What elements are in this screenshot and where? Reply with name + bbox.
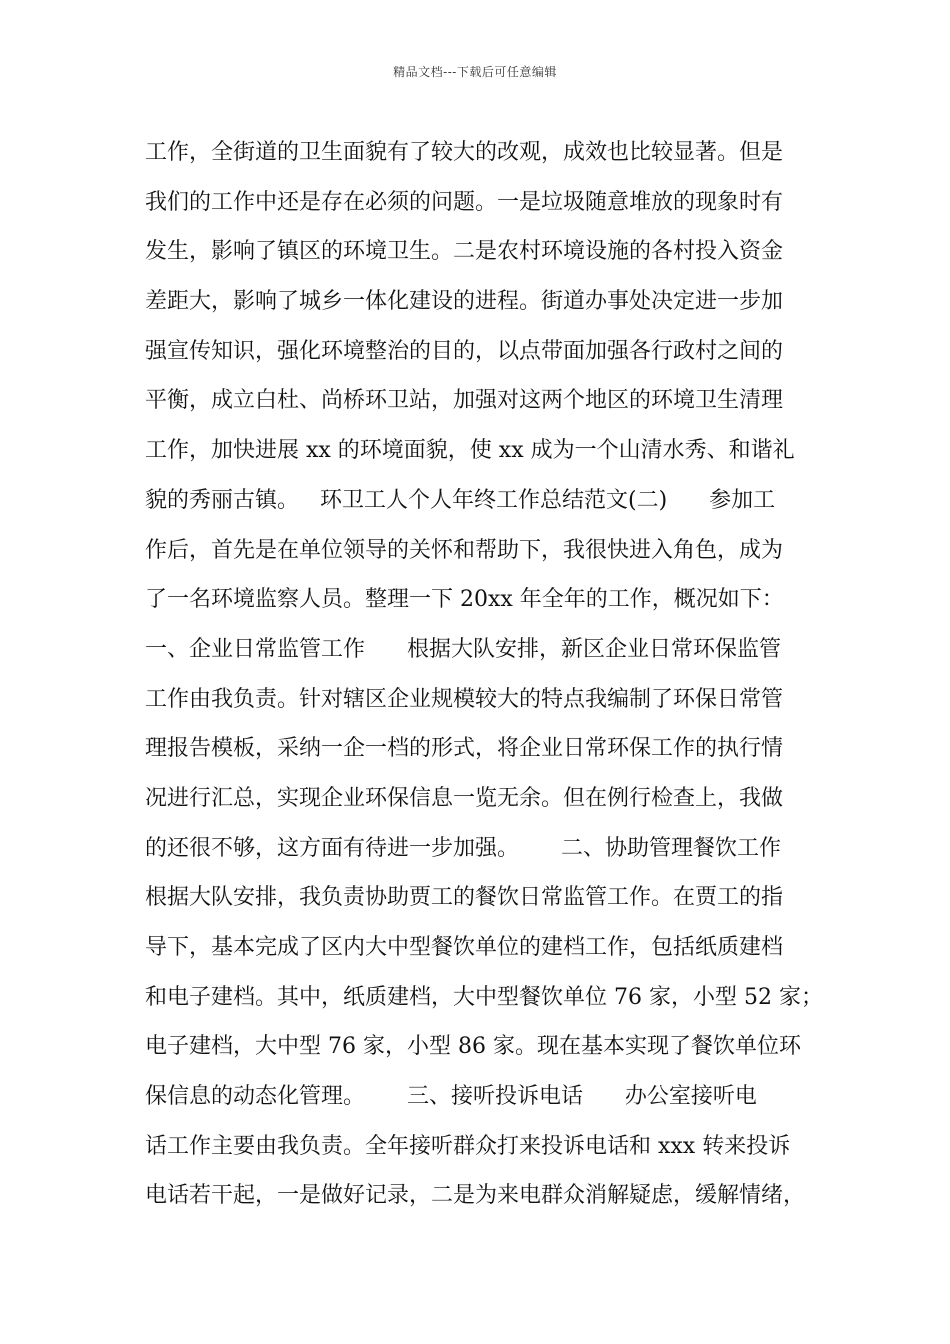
body-line: 电子建档，大中型 76 家，小型 86 家。现在基本实现了餐饮单位环: [145, 1034, 801, 1060]
body-line: 发生，影响了镇区的环境卫生。二是农村环境设施的各村投入资金: [145, 239, 784, 265]
page-header: 精品文档---下载后可任意编辑: [393, 65, 557, 79]
body-line: 一、企业日常监管工作 根据大队安排，新区企业日常环保监管: [145, 636, 781, 662]
document-body: [145, 128, 825, 1221]
body-line: 貌的秀丽古镇。 环卫工人个人年终工作总结范文(二) 参加工: [145, 487, 776, 513]
body-line: 了一名环境监察人员。整理一下 20xx 年全年的工作，概况如下：: [145, 587, 784, 613]
body-line: 我们的工作中还是存在必须的问题。一是垃圾随意堆放的现象时有: [145, 189, 784, 215]
body-line: 和电子建档。其中，纸质建档，大中型餐饮单位 76 家，小型 52 家；: [145, 984, 823, 1010]
body-line: 工作由我负责。针对辖区企业规模较大的特点我编制了环保日常管: [145, 686, 784, 712]
body-line: 工作，全街道的卫生面貌有了较大的改观，成效也比较显著。但是: [145, 140, 784, 165]
body-line: 平衡，成立白杜、尚桥环卫站，加强对这两个地区的环境卫生清理: [145, 388, 784, 414]
body-line: 强宣传知识，强化环境整治的目的，以点带面加强各行政村之间的: [145, 338, 784, 364]
body-line: 的还很不够，这方面有待进一步加强。 二、协助管理餐饮工作: [145, 835, 781, 861]
body-line: 根据大队安排，我负责协助贾工的餐饮日常监管工作。在贾工的指: [145, 885, 784, 911]
body-line: 作后，首先是在单位领导的关怀和帮助下，我很快进入角色，成为: [145, 537, 784, 563]
body-line: 导下，基本完成了区内大中型餐饮单位的建档工作，包括纸质建档: [145, 935, 784, 960]
body-line: 差距大，影响了城乡一体化建设的进程。街道办事处决定进一步加: [145, 289, 784, 315]
body-line: 话工作主要由我负责。全年接听群众打来投诉电话和 xxx 转来投诉: [145, 1133, 791, 1159]
body-line: 工作，加快进展 xx 的环境面貌，使 xx 成为一个山清水秀、和谐礼: [145, 438, 795, 464]
body-line: 况进行汇总，实现企业环保信息一览无余。但在例行检查上，我做: [145, 785, 784, 811]
body-line: 电话若干起，一是做好记录，二是为来电群众消解疑虑，缓解情绪，: [145, 1183, 806, 1209]
body-line: 保信息的动态化管理。 三、接听投诉电话 办公室接听电: [145, 1084, 757, 1110]
body-line: 理报告模板，采纳一企一档的形式，将企业日常环保工作的执行情: [145, 736, 784, 762]
